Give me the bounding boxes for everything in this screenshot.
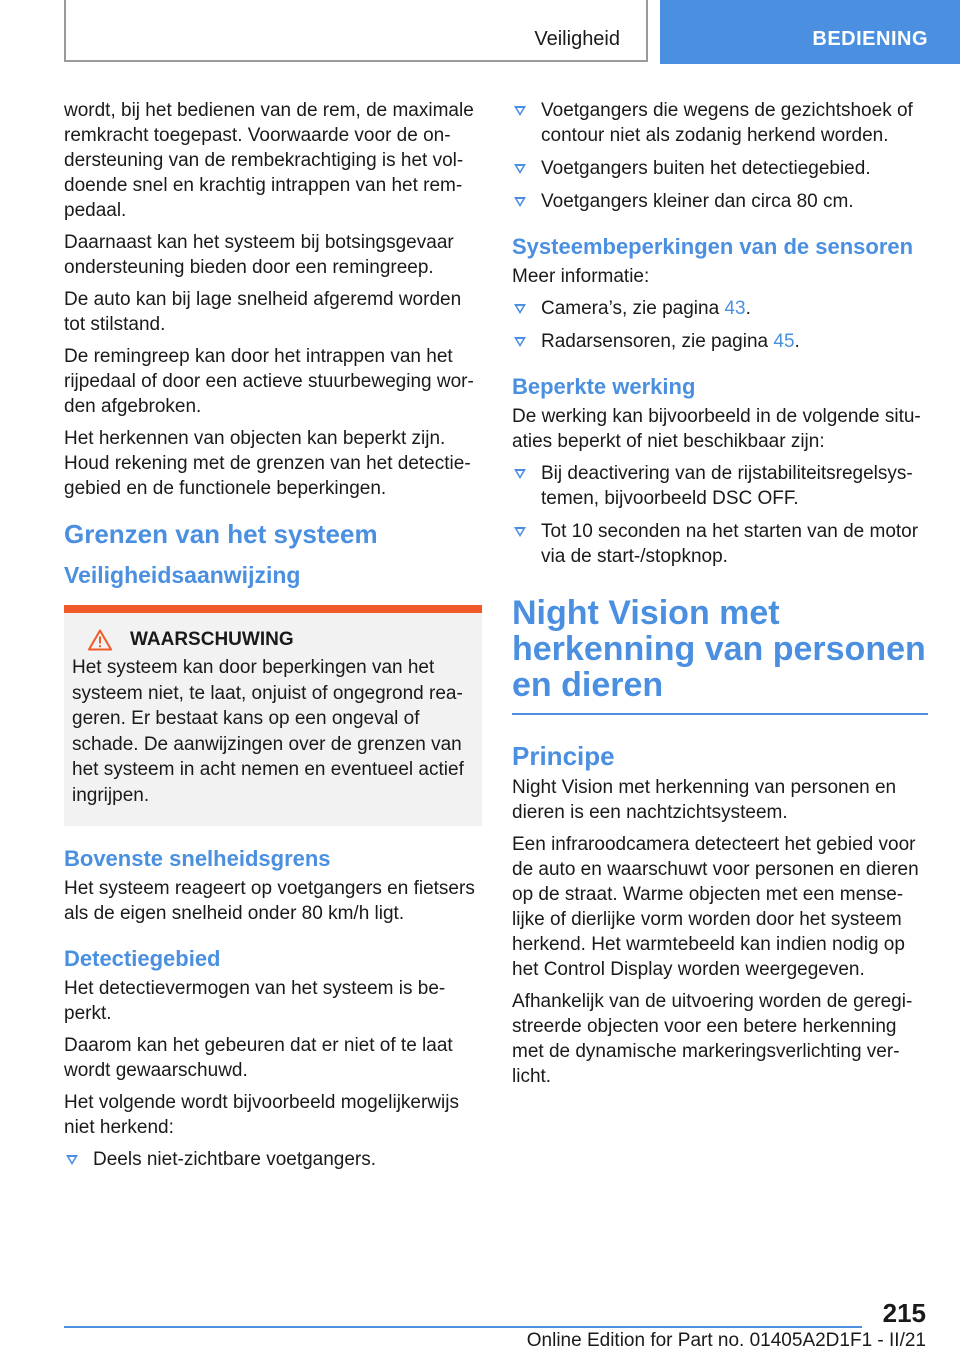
bullet-list — [64, 1147, 482, 1172]
list-item — [512, 519, 928, 569]
heading-bovenste-snelheidsgrens: Bovenste snelheidsgrens — [64, 846, 331, 871]
page-number: 215 — [882, 1298, 926, 1328]
heading-principe: Principe — [512, 741, 615, 771]
list-item-text: Tot 10 seconden na het starten van de motor via de start-/stopknop. — [541, 521, 919, 567]
triangle-bullet-icon — [514, 197, 526, 207]
list-item — [512, 296, 928, 321]
punctuation: . — [745, 298, 751, 319]
list-item — [512, 98, 928, 148]
punctuation: . — [794, 331, 800, 352]
left-column — [64, 98, 482, 1180]
header-left-frame — [64, 0, 648, 62]
triangle-bullet-icon — [514, 106, 526, 116]
paragraph: Het volgende wordt bijvoorbeeld mogelijkerwijs niet herkend: — [64, 1092, 459, 1138]
paragraph: Het detectievermogen van het systeem is beperkt. — [64, 978, 446, 1024]
warning-text: Het systeem kan door beperkingen van het systeem niet, te laat, onjuist of ongegrond reageren. Er bestaat kans op een ongeval of schade. De aanwijzingen over de grenzen van het systeem in acht nemen en eventueel actief ingrijpen. — [72, 657, 464, 806]
page-link-45[interactable]: 45 — [773, 331, 795, 352]
paragraph: Een infraroodcamera detecteert het gebied voor de auto en waarschuwt voor personen en dieren op de straat. Warme objecten met een menselijke of dierlijke vorm worden door het systeem herkend. Het warmtebeeld kan indien nodig op het Control Display worden weergegeven. — [512, 834, 919, 980]
paragraph: Het systeem reageert op voetgangers en fietsers als de eigen snelheid onder 80 km/h ligt. — [64, 878, 475, 924]
triangle-bullet-icon — [66, 1155, 78, 1165]
heading-night-vision: Night Vision met herkenning van personen en dieren — [512, 594, 926, 704]
chapter-title: BEDIENING — [812, 28, 928, 50]
heading-grenzen: Grenzen van het systeem — [64, 519, 378, 549]
bullet-list — [512, 296, 928, 354]
list-item — [512, 189, 928, 214]
list-item — [64, 1147, 482, 1172]
paragraph: De auto kan bij lage snelheid afgeremd worden tot stilstand. — [64, 289, 462, 335]
paragraph: Daarnaast kan het systeem bij botsingsgevaar ondersteuning bieden door een remingreep. — [64, 232, 454, 278]
footer-rule — [64, 1326, 862, 1328]
warning-title: WAARSCHUWING — [130, 629, 294, 650]
heading-detectiegebied: Detectiegebied — [64, 946, 221, 971]
heading-systeembeperkingen: Systeembeperkingen van de sensoren — [512, 234, 914, 259]
footer-edition: Online Edition for Part no. 01405A2D1F1 - II/21 — [526, 1330, 926, 1351]
list-item-text: Bij deactivering van de rijstabiliteitsregelsystemen, bijvoorbeeld DSC OFF. — [541, 463, 913, 509]
paragraph: Afhankelijk van de uitvoering worden de geregistreerde objecten voor een betere herkenning met de dynamische markeringsverlichting verlicht. — [512, 991, 913, 1087]
paragraph: wordt, bij het bedienen van de rem, de maximale remkracht toegepast. Voorwaarde voor de ondersteuning van de rembekrachtiging is het voldoende snel en krachtig intrappen van het rempedaal. — [64, 100, 474, 221]
warning-triangle-icon — [88, 629, 112, 651]
list-item-text: Voetgangers kleiner dan circa 80 cm. — [541, 191, 854, 212]
triangle-bullet-icon — [514, 164, 526, 174]
bullet-list — [512, 98, 928, 214]
paragraph: Daarom kan het gebeuren dat er niet of te laat wordt gewaarschuwd. — [64, 1035, 453, 1081]
list-item-text: Voetgangers buiten het detectiegebied. — [541, 158, 871, 179]
triangle-bullet-icon — [514, 337, 526, 347]
page-link-43[interactable]: 43 — [724, 298, 746, 319]
list-item-text: Voetgangers die wegens de gezichtshoek of contour niet als zodanig herkend worden. — [541, 100, 913, 146]
paragraph: Het herkennen van objecten kan beperkt zijn. Houd rekening met de grenzen van het detectiegebied en de functionele beperkingen. — [64, 428, 471, 499]
list-item-text: Deels niet-zichtbare voetgangers. — [93, 1149, 377, 1170]
triangle-bullet-icon — [514, 527, 526, 537]
list-item — [512, 329, 928, 354]
paragraph: Meer informatie: — [512, 266, 650, 287]
warning-box — [64, 613, 482, 826]
paragraph: De werking kan bijvoorbeeld in de volgende situaties beperkt of niet beschikbaar zijn: — [512, 406, 921, 452]
triangle-bullet-icon — [514, 304, 526, 314]
paragraph: De remingreep kan door het intrappen van het rijpedaal of door een actieve stuurbeweging worden afgebroken. — [64, 346, 474, 417]
section-title: Veiligheid — [534, 28, 620, 50]
heading-veiligheidsaanwijzing: Veiligheidsaanwijzing — [64, 562, 301, 588]
warning-rule — [64, 605, 482, 613]
right-column — [512, 98, 928, 1096]
list-item-text: Radarsensoren, zie pagina — [541, 331, 774, 352]
triangle-bullet-icon — [514, 469, 526, 479]
heading-rule — [512, 713, 928, 715]
heading-beperkte-werking: Beperkte werking — [512, 374, 696, 399]
list-item-text: Camera’s, zie pagina — [541, 298, 725, 319]
bullet-list — [512, 461, 928, 569]
chapter-tab[interactable] — [660, 0, 960, 64]
list-item — [512, 461, 928, 511]
paragraph: Night Vision met herkenning van personen en dieren is een nachtzichtsysteem. — [512, 777, 897, 823]
list-item — [512, 156, 928, 181]
